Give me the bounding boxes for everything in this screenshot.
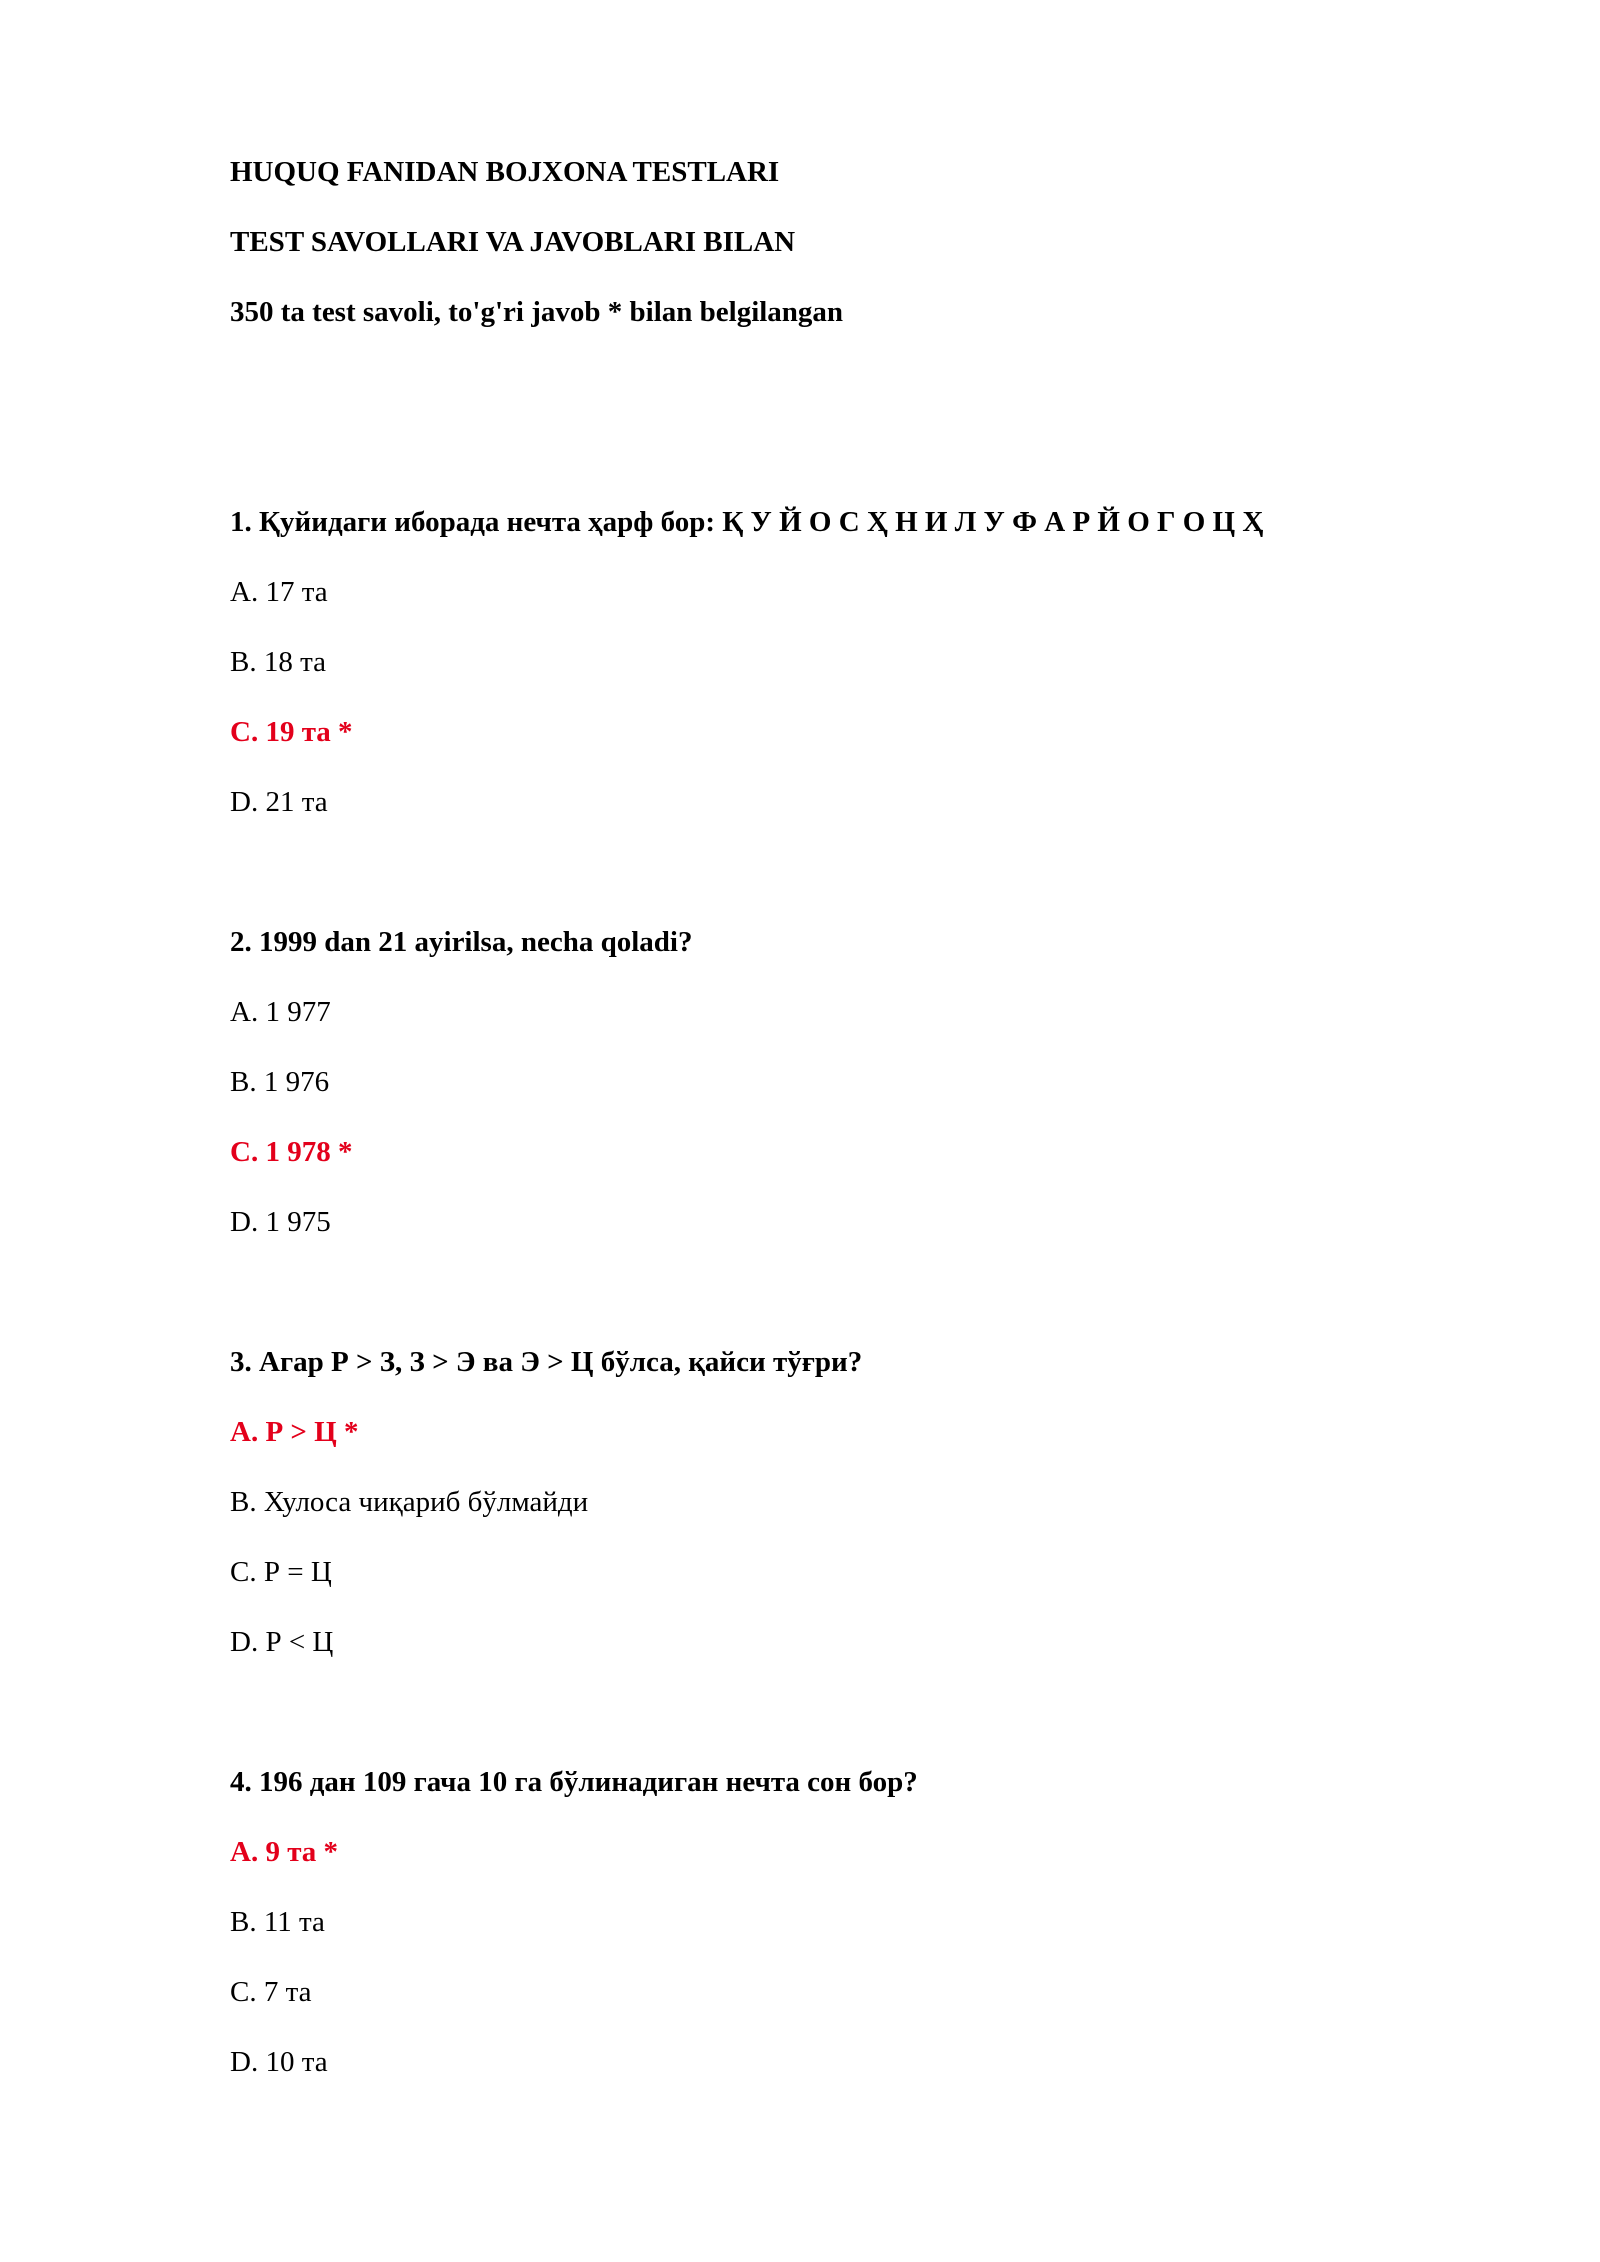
- document-note: 350 ta test savoli, to'g'ri javob * bilan belgilangan: [230, 296, 844, 328]
- question-1-option-c: C. 19 та *: [230, 716, 353, 748]
- question-4-option-b: B. 11 та: [230, 1906, 325, 1938]
- question-4: 4. 196 дан 109 гача 10 га бўлинадиган нечта сон бор?: [230, 1766, 918, 1798]
- question-4-option-d: D. 10 та: [230, 2046, 328, 2078]
- question-3-option-b: B. Хулоса чиқариб бўлмайди: [230, 1486, 589, 1518]
- question-3-option-a: A. Р > Ц *: [230, 1416, 359, 1448]
- document-subtitle: TEST SAVOLLARI VA JAVOBLARI BILAN: [230, 226, 796, 258]
- question-2-option-b: B. 1 976: [230, 1066, 330, 1098]
- question-4-option-a: A. 9 та *: [230, 1836, 339, 1868]
- question-2: 2. 1999 dan 21 ayirilsa, necha qoladi?: [230, 926, 693, 958]
- question-1-option-b: B. 18 та: [230, 646, 326, 678]
- question-2-option-d: D. 1 975: [230, 1206, 331, 1238]
- document-title: HUQUQ FANIDAN BOJXONA TESTLARI: [230, 156, 780, 188]
- question-2-option-a: A. 1 977: [230, 996, 331, 1028]
- question-1: 1. Қуйидаги иборада нечта ҳарф бор: Қ У Й О С Ҳ Н И Л У Ф А Р Й О Г О Ц Ҳ: [230, 506, 1264, 538]
- question-4-option-c: C. 7 та: [230, 1976, 312, 2008]
- question-3: 3. Агар Р > З, З > Э ва Э > Ц бўлса, қайси тўғри?: [230, 1346, 863, 1378]
- question-3-option-c: C. Р = Ц: [230, 1556, 332, 1588]
- question-3-option-d: D. Р < Ц: [230, 1626, 334, 1658]
- question-1-option-a: A. 17 та: [230, 576, 328, 608]
- question-1-option-d: D. 21 та: [230, 786, 328, 818]
- question-2-option-c: C. 1 978 *: [230, 1136, 353, 1168]
